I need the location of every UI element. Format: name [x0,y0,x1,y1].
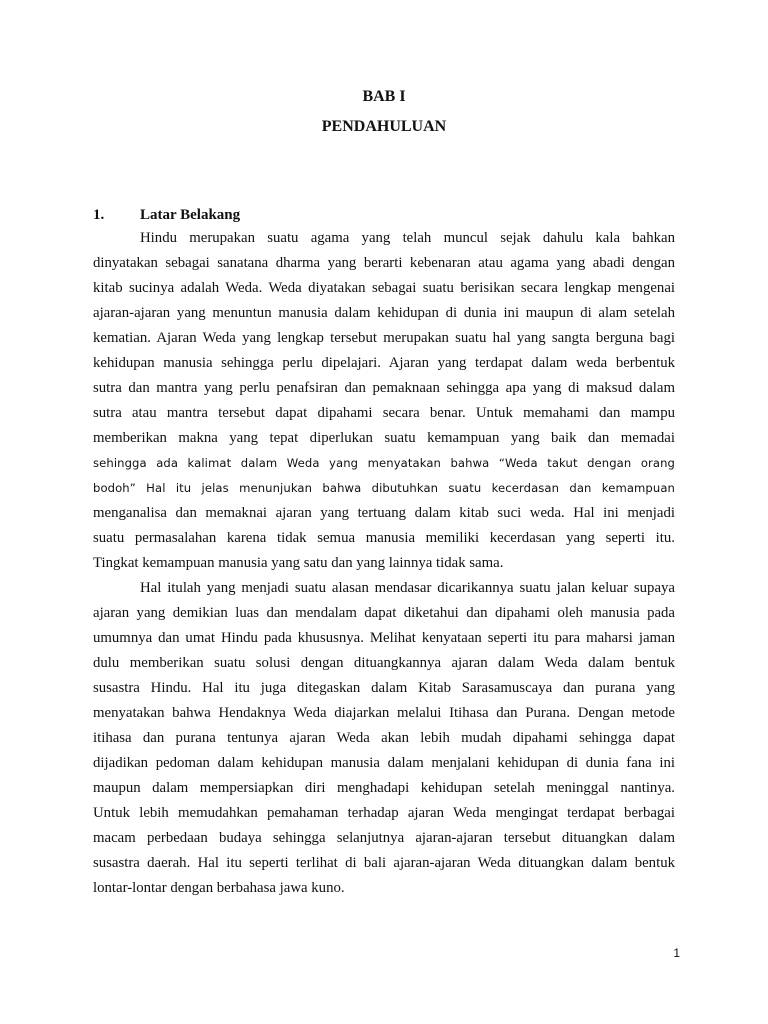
paragraph-line: memberikan makna yang tepat diperlukan suatu kemampuan yang baik dan memadai [93,430,675,446]
paragraph-line: lontar-lontar dengan berbahasa jawa kuno. [93,880,345,896]
paragraph-line: ajaran-ajaran yang menuntun manusia dalam kehidupan di dunia ini maupun di alam setelah [93,305,675,321]
section-heading [93,205,693,225]
paragraph-line: susastra daerah. Hal itu seperti terlihat di bali ajaran-ajaran Weda dituangkan dalam bentuk [93,855,675,871]
paragraph-line: Hal itulah yang menjadi suatu alasan mendasar dicarikannya suatu jalan keluar supaya [140,580,675,596]
paragraph-line: kitab sucinya adalah Weda. Weda diyatakan sebagai suatu berisikan secara lengkap mengenai [93,280,675,296]
paragraph-line: sutra atau mantra tersebut dapat dipahami secara benar. Untuk memahami dan mampu [93,405,675,421]
chapter-title: PENDAHULUAN [321,118,447,135]
chapter-number: BAB I [362,88,406,105]
paragraph-line: menganalisa dan memaknai ajaran yang tertuang dalam kitab suci weda. Hal ini menjadi [93,505,675,521]
paragraph-line: maupun dalam mempersiapkan diri menghadapi kehidupan setelah meninggal nantinya. [93,780,675,796]
paragraph-line: susastra Hindu. Hal itu juga ditegaskan dalam Kitab Sarasamuscaya dan purana yang [93,680,675,696]
paragraph-line: dulu memberikan suatu solusi dengan dituangkannya ajaran dalam Weda dalam bentuk [93,655,675,671]
paragraph-line: kehidupan manusia sehingga perlu dipelajari. Ajaran yang terdapat dalam weda berbentuk [93,355,675,371]
paragraph-line: itihasa dan purana tentunya ajaran Weda akan lebih mudah dipahami sehingga dapat [93,730,675,746]
paragraph-line: sehingga ada kalimat dalam Weda yang menyatakan bahwa “Weda takut dengan orang [93,456,675,470]
section-number: 1. [93,207,105,223]
page-number: 1 [673,946,680,960]
paragraph-line: dinyatakan sebagai sanatana dharma yang berarti kebenaran atau agama yang abadi dengan [93,255,675,271]
paragraph-line: macam perbedaan budaya sehingga selanjutnya ajaran-ajaran tersebut dituangkan dalam [93,830,675,846]
paragraph-line: menyatakan bahwa Hendaknya Weda diajarkan melalui Itihasa dan Purana. Dengan metode [93,705,675,721]
section-title: Latar Belakang [140,207,241,223]
paragraph-line: sutra dan mantra yang perlu penafsiran dan pemaknaan sehingga apa yang di maksud dalam [93,380,675,396]
paragraph-line: umumnya dan umat Hindu pada khususnya. Melihat kenyataan seperti itu para maharsi jaman [93,630,675,646]
paragraph-1 [93,228,675,578]
paragraph-line: kematian. Ajaran Weda yang lengkap tersebut merupakan suatu hal yang sangta berguna bagi [93,330,675,346]
paragraph-line: suatu permasalahan karena tidak semua manusia memiliki kecerdasan yang seperti itu. [93,530,675,546]
paragraph-line: dijadikan pedoman dalam kehidupan manusia dalam menjalani kehidupan di dunia fana ini [93,755,675,771]
paragraph-line: Tingkat kemampuan manusia yang satu dan yang lainnya tidak sama. [93,555,504,571]
paragraph-line: Untuk lebih memudahkan pemahaman terhadap ajaran Weda mengingat terdapat berbagai [93,805,675,821]
paragraph-line: Hindu merupakan suatu agama yang telah muncul sejak dahulu kala bahkan [140,230,675,246]
paragraph-line: bodoh” Hal itu jelas menunjukan bahwa dibutuhkan suatu kecerdasan dan kemampuan [93,481,675,495]
paragraph-2 [93,578,675,903]
paragraph-line: ajaran yang demikian luas dan mendalam dapat diketahui dan dipahami oleh manusia pada [93,605,675,621]
